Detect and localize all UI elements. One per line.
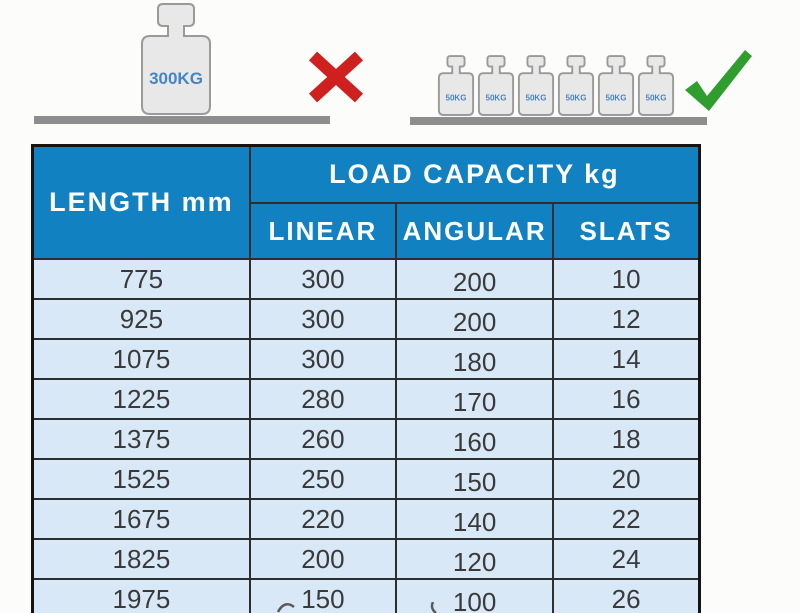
small-weight-icon <box>477 55 515 118</box>
cell-value: 300 <box>301 303 345 334</box>
cropped-text-remnant <box>428 602 440 613</box>
shelf-right <box>410 117 707 125</box>
table-row <box>33 539 700 579</box>
cell-value: 1375 <box>112 423 171 454</box>
table-row <box>33 579 700 613</box>
cell-value: 925 <box>119 303 164 334</box>
cell-value: 12 <box>611 303 641 334</box>
cell-slats <box>553 339 699 379</box>
cell-value: 1525 <box>112 463 171 494</box>
table-row <box>33 379 700 419</box>
large-weight-label: 300KG <box>149 69 203 88</box>
cell-value: 150 <box>301 583 345 613</box>
cell-value: 150 <box>452 466 497 497</box>
cell-value: 22 <box>611 503 641 534</box>
cell-length <box>33 259 250 299</box>
small-weight-label: 50KG <box>445 93 467 103</box>
cell-linear <box>250 459 396 499</box>
cell-slats <box>553 499 699 539</box>
cell-length <box>33 539 250 579</box>
table-row <box>33 299 700 339</box>
small-weight-icon <box>597 55 635 118</box>
cell-value: 300 <box>301 343 345 374</box>
cell-value: 16 <box>611 383 641 414</box>
cell-value: 300 <box>301 263 345 294</box>
cell-angular <box>396 579 553 613</box>
header-linear: LINEAR <box>250 203 396 259</box>
load-capacity-table <box>31 144 701 613</box>
header-load-capacity: LOAD CAPACITY kg <box>250 146 700 204</box>
cell-linear <box>250 579 396 613</box>
cell-length <box>33 579 250 613</box>
cell-slats <box>553 579 699 613</box>
cell-linear <box>250 379 396 419</box>
cell-linear <box>250 539 396 579</box>
cell-angular <box>396 499 553 539</box>
cell-angular <box>396 379 553 419</box>
small-weight-label: 50KG <box>565 93 587 103</box>
table-row <box>33 339 700 379</box>
cell-slats <box>553 259 699 299</box>
cell-value: 775 <box>119 263 164 294</box>
cell-value: 200 <box>452 266 497 297</box>
cell-slats <box>553 419 699 459</box>
table-row <box>33 419 700 459</box>
cell-value: 140 <box>452 506 497 537</box>
cell-value: 20 <box>611 463 641 494</box>
small-weight-icon <box>437 55 475 118</box>
cell-slats <box>553 539 699 579</box>
cell-length <box>33 459 250 499</box>
small-weight-label: 50KG <box>525 93 547 103</box>
cell-linear <box>250 299 396 339</box>
cell-slats <box>553 299 699 339</box>
small-weight-label: 50KG <box>485 93 507 103</box>
cell-value: 200 <box>301 543 345 574</box>
cell-value: 10 <box>611 263 641 294</box>
small-weight-icon <box>517 55 555 118</box>
cell-value: 220 <box>301 503 345 534</box>
cell-value: 100 <box>452 586 497 613</box>
cell-value: 24 <box>611 543 641 574</box>
small-weight-icon <box>637 55 675 118</box>
check-icon <box>683 50 753 112</box>
cell-value: 170 <box>452 386 497 417</box>
cropped-text-remnant <box>277 602 295 613</box>
cell-linear <box>250 259 396 299</box>
header-angular: ANGULAR <box>396 203 553 259</box>
cell-length <box>33 379 250 419</box>
cell-angular <box>396 299 553 339</box>
table-row <box>33 259 700 299</box>
large-weight-icon <box>136 2 216 118</box>
cell-linear <box>250 419 396 459</box>
header-length: LENGTH mm <box>33 146 250 260</box>
cell-value: 14 <box>611 343 641 374</box>
header-slats: SLATS <box>553 203 699 259</box>
cell-value: 1075 <box>112 343 171 374</box>
cell-angular <box>396 459 553 499</box>
cell-angular <box>396 419 553 459</box>
cell-length <box>33 339 250 379</box>
cell-value: 180 <box>452 346 497 377</box>
cell-angular <box>396 539 553 579</box>
cell-angular <box>396 259 553 299</box>
table-row <box>33 499 700 539</box>
cell-angular <box>396 339 553 379</box>
cell-value: 26 <box>611 583 641 613</box>
cell-slats <box>553 379 699 419</box>
table-row <box>33 459 700 499</box>
cell-value: 1975 <box>112 583 171 613</box>
cell-value: 160 <box>452 426 497 457</box>
cell-length <box>33 419 250 459</box>
cell-value: 18 <box>611 423 641 454</box>
cell-value: 260 <box>301 423 345 454</box>
small-weights-group <box>437 55 675 118</box>
cross-icon <box>308 50 364 104</box>
small-weight-label: 50KG <box>605 93 627 103</box>
cell-linear <box>250 339 396 379</box>
cell-slats <box>553 459 699 499</box>
cell-value: 1825 <box>112 543 171 574</box>
cell-linear <box>250 499 396 539</box>
cell-value: 1225 <box>112 383 171 414</box>
cell-value: 1675 <box>112 503 171 534</box>
cell-value: 200 <box>452 306 497 337</box>
small-weight-label: 50KG <box>645 93 667 103</box>
small-weight-icon <box>557 55 595 118</box>
cell-length <box>33 499 250 539</box>
cell-length <box>33 299 250 339</box>
cell-value: 280 <box>301 383 345 414</box>
cell-value: 250 <box>301 463 345 494</box>
cell-value: 120 <box>452 546 497 577</box>
